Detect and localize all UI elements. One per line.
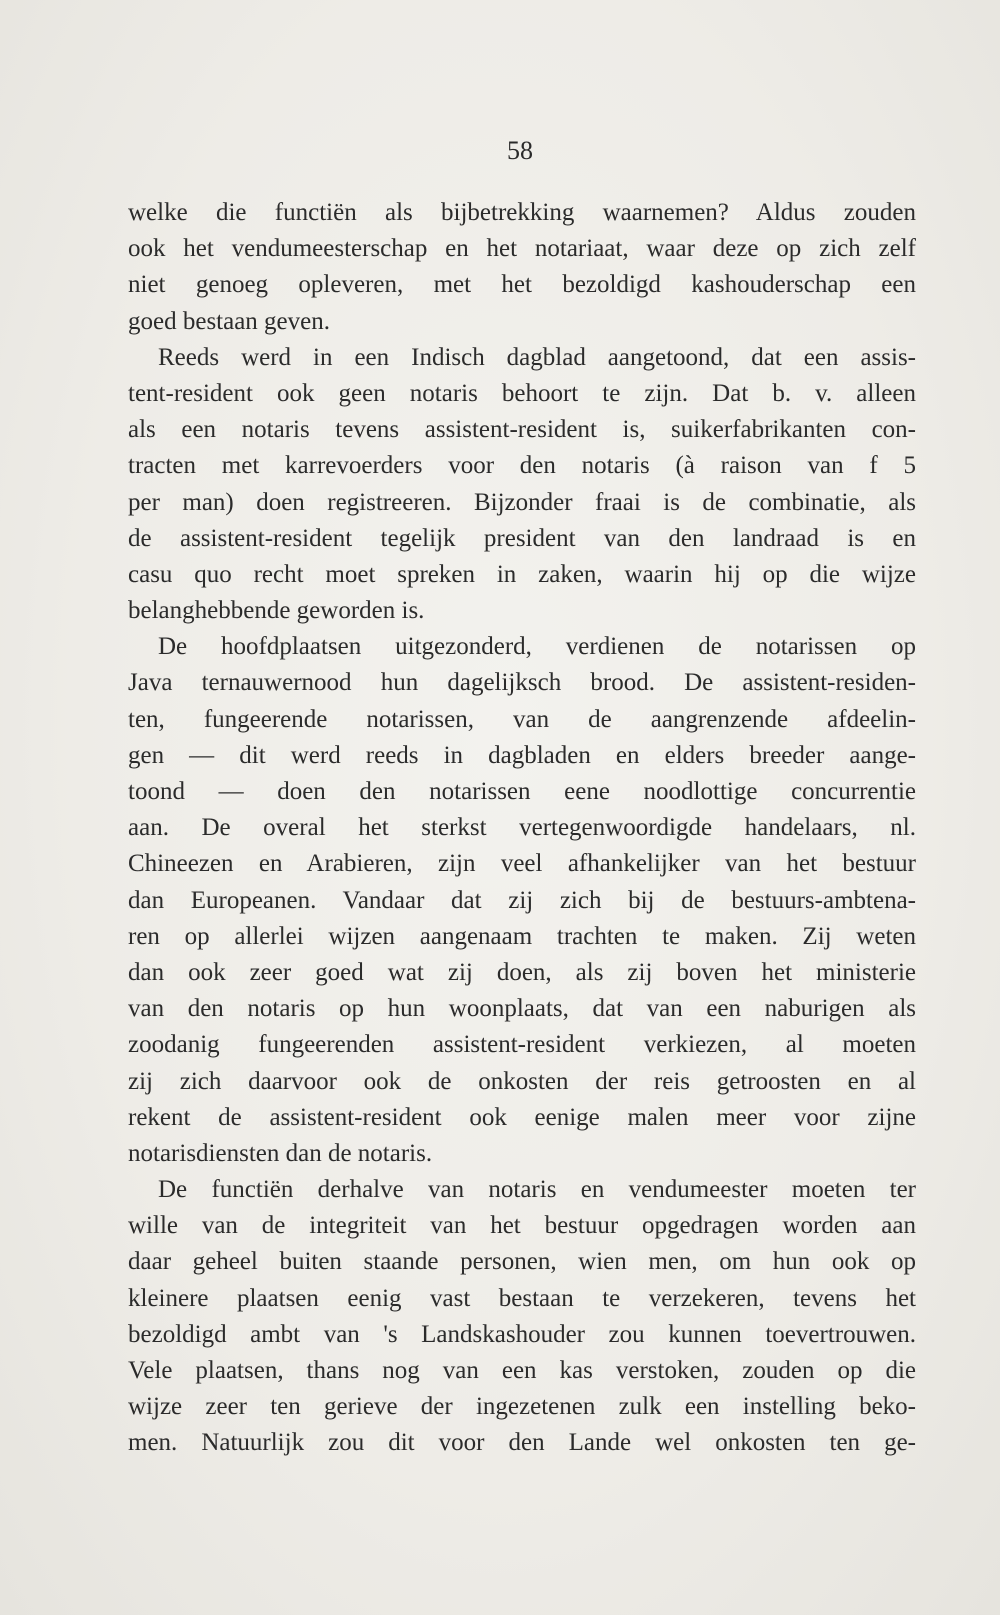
text-line: gen — dit werd reeds in dagbladen en elders breeder aange- [128, 741, 916, 769]
text-line: per man) doen registreeren. Bijzonder fraai is de combinatie, als [128, 488, 916, 516]
text-line: notarisdiensten dan de notaris. [128, 1139, 433, 1167]
text-line: ren op allerlei wijzen aangenaam trachten te maken. Zij weten [128, 922, 916, 950]
text-line: bezoldigd ambt van 's Landskashouder zou kunnen toevertrouwen. [128, 1320, 916, 1348]
text-line: Chineezen en Arabieren, zijn veel afhankelijker van het bestuur [128, 850, 916, 878]
text-line: welke die functiën als bijbetrekking waarnemen? Aldus zouden [128, 199, 916, 226]
text-line: dan ook zeer goed wat zij doen, als zij boven het ministerie [128, 958, 916, 986]
paragraph [128, 340, 916, 630]
text-line: wille van de integriteit van het bestuur opgedragen worden aan [128, 1212, 916, 1240]
text-line: men. Natuurlijk zou dit voor den Lande wel onkosten ten ge- [128, 1429, 916, 1457]
text-line: de assistent-resident tegelijk president van den landraad is en [128, 524, 916, 552]
text-line: Reeds werd in een Indisch dagblad aangetoond, dat een assis- [158, 343, 916, 371]
text-line: daar geheel buiten staande personen, wien men, om hun ook op [128, 1248, 916, 1276]
text-line: belanghebbende geworden is. [128, 597, 425, 625]
text-line: als een notaris tevens assistent-resident is, suikerfabrikanten con- [128, 416, 916, 444]
text-line: tracten met karrevoerders voor den notaris (à raison van f 5 [128, 452, 916, 480]
text-line: Java ternauwernood hun dagelijksch brood. De assistent-residen- [128, 669, 916, 697]
text-line: Vele plaatsen, thans nog van een kas verstoken, zouden op die [128, 1357, 916, 1384]
text-line: aan. De overal het sterkst vertegenwoordigde handelaars, nl. [128, 814, 916, 842]
text-line: De functiën derhalve van notaris en vendumeester moeten ter [158, 1176, 916, 1204]
text-line: De hoofdplaatsen uitgezonderd, verdienen de notarissen op [158, 633, 916, 661]
text-line: rekent de assistent-resident ook eenige malen meer voor zijne [128, 1103, 916, 1131]
paragraph [128, 629, 916, 1172]
text-line: dan Europeanen. Vandaar dat zij zich bij de bestuurs-ambtena- [128, 886, 916, 914]
page-number: 58 [507, 136, 533, 165]
text-line: wijze zeer ten gerieve der ingezetenen zulk een instelling beko- [128, 1393, 916, 1421]
text-line: niet genoeg opleveren, met het bezoldigd kashouderschap een [128, 271, 916, 299]
text-line: ten, fungeerende notarissen, van de aangrenzende afdeelin- [128, 705, 916, 733]
body-text [128, 195, 916, 1462]
text-line: ook het vendumeesterschap en het notariaat, waar deze op zich zelf [128, 235, 916, 263]
text-line: van den notaris op hun woonplaats, dat van een naburigen als [128, 995, 916, 1023]
paragraph [128, 1172, 916, 1462]
text-line: casu quo recht moet spreken in zaken, waarin hij op die wijze [128, 560, 916, 588]
text-line: zij zich daarvoor ook de onkosten der reis getroosten en al [128, 1067, 916, 1095]
text-line: tent-resident ook geen notaris behoort te zijn. Dat b. v. alleen [128, 379, 916, 407]
text-line: goed bestaan geven. [128, 307, 331, 335]
paragraph [128, 195, 916, 340]
text-line: zoodanig fungeerenden assistent-resident verkiezen, al moeten [128, 1031, 916, 1059]
text-line: kleinere plaatsen eenig vast bestaan te verzekeren, tevens het [128, 1284, 916, 1312]
text-line: toond — doen den notarissen eene noodlottige concurrentie [128, 778, 916, 805]
